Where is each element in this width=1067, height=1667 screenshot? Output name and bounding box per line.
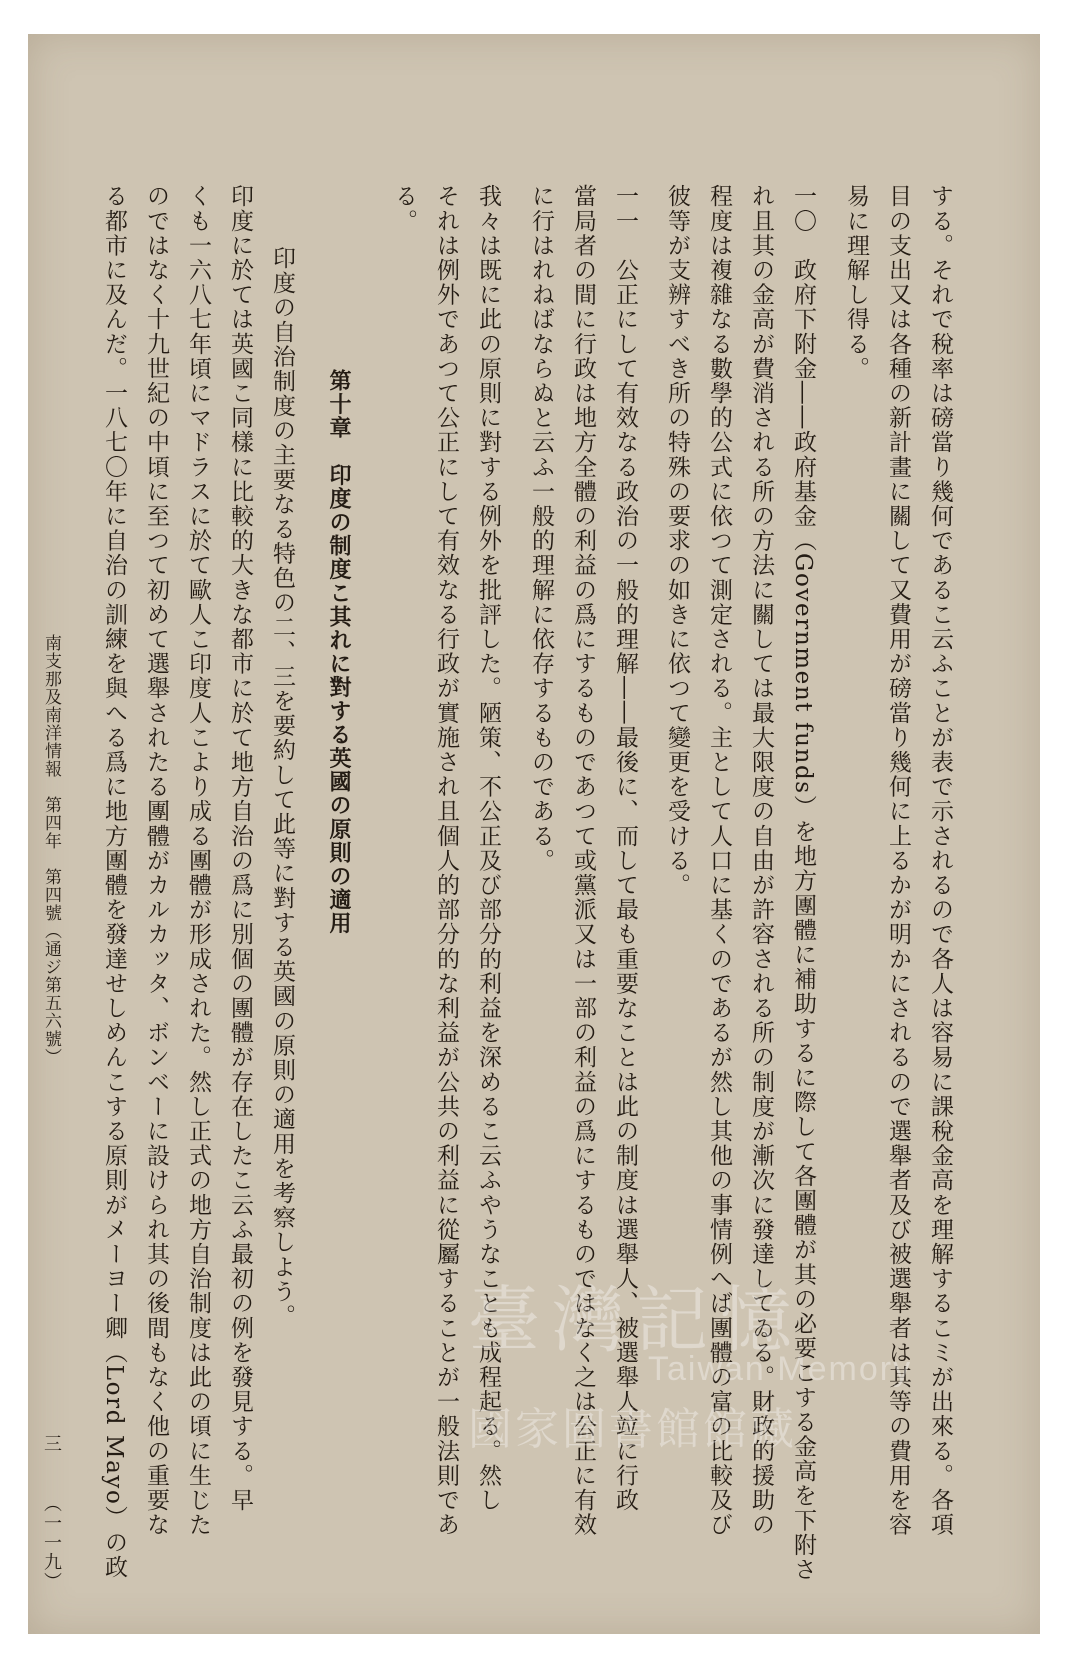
text-column: 彼等が支辨すべき所の特殊の要求の如きに依つて變更を受ける。 <box>664 184 690 898</box>
text-column: れ且其の金高が費消される所の方法に關しては最大限度の自由が許容される所の制度が漸次に發達してゐる。財政的援助の <box>748 184 774 1537</box>
text-column: る都市に及んだ。一八七〇年に自治の訓練を與へる爲に地方團體を發達せしめんこする原則がメーヨー卿（Lord Mayo）の政 <box>101 184 127 1580</box>
chapter-heading: 第十章 印度の制度こ其れに對する英國の原則の適用 <box>326 369 352 936</box>
text-column: 印度に於ては英國こ同樣に比較的大きな都市に於て地方自治の爲に別個の團體が存在したこ云ふ最初の例を發見する。早 <box>227 184 253 1513</box>
document-page <box>28 34 1040 1634</box>
journal-footer: 南支那及南洋情報 第四年 第四號（通ジ第五六號） <box>41 634 61 1066</box>
text-column: 目の支出又は各種の新計畫に關して又費用が磅當り幾何に上るかが明かにされるので選舉者及び被選舉者は其等の費用を容 <box>885 184 911 1537</box>
watermark-main: 臺灣記憶 <box>468 1278 805 1362</box>
text-column: 印度の自治制度の主要なる特色の二、三を要約して此等に對する英國の原則の適用を考察しよう。 <box>269 246 295 1329</box>
watermark-english: Taiwan Memory <box>648 1350 913 1388</box>
text-column: 當局者の間に行政は地方全體の利益の爲にするものであつて或黨派又は一部の利益の爲にするものではなく之は公正に有效 <box>570 184 596 1537</box>
text-column: する。それで稅率は磅當り幾何であるこ云ふことが表で示されるので各人は容易に課稅金高を理解するこミが出來る。各項 <box>927 184 953 1537</box>
text-column: くも一六八七年頃にマドラスに於て歐人こ印度人こより成る團體が形成された。然し正式の地方自治制度は此の頃に生じた <box>185 184 211 1537</box>
page-kanji: 三 <box>41 1434 62 1454</box>
text-column: 易に理解し得る。 <box>843 184 869 381</box>
watermark-sub: 國家圖書館館藏 <box>468 1405 797 1454</box>
page-number: （一一九） <box>41 1494 62 1592</box>
text-column: 我々は既に此の原則に對する例外を批評した。陋策、不公正及び部分的利益を深めるこ云ふやうなことも成程起る。然し <box>475 184 501 1513</box>
text-column: 一〇 政府下附金――政府基金（Government funds）を地方團體に補助するに際して各團體が其の必要こする金高を下附さ <box>790 184 816 1582</box>
text-column: のではなく十九世紀の中頃に至つて初めて選舉されたる團體がカルカッタ、ボンベーに設けられ其の後間もなく他の重要な <box>143 184 169 1537</box>
text-column: それは例外であつて公正にして有效なる行政が實施され且個人的部分的な利益が公共の利益に從屬することが一般法則であ <box>433 184 459 1537</box>
text-column: 程度は複雜なる數學的公式に依つて測定される。主として人口に基くのであるが然し其他の事情例へば團體の富の比較及び <box>706 184 732 1537</box>
text-column: 一一 公正にして有效なる政治の一般的理解――最後に、而して最も重要なことは此の制度は選舉人、被選舉人竝に行政 <box>612 184 638 1513</box>
text-column: る。 <box>391 184 417 234</box>
text-column: に行はれねばならぬと云ふ一般的理解に依存するものである。 <box>528 184 554 873</box>
